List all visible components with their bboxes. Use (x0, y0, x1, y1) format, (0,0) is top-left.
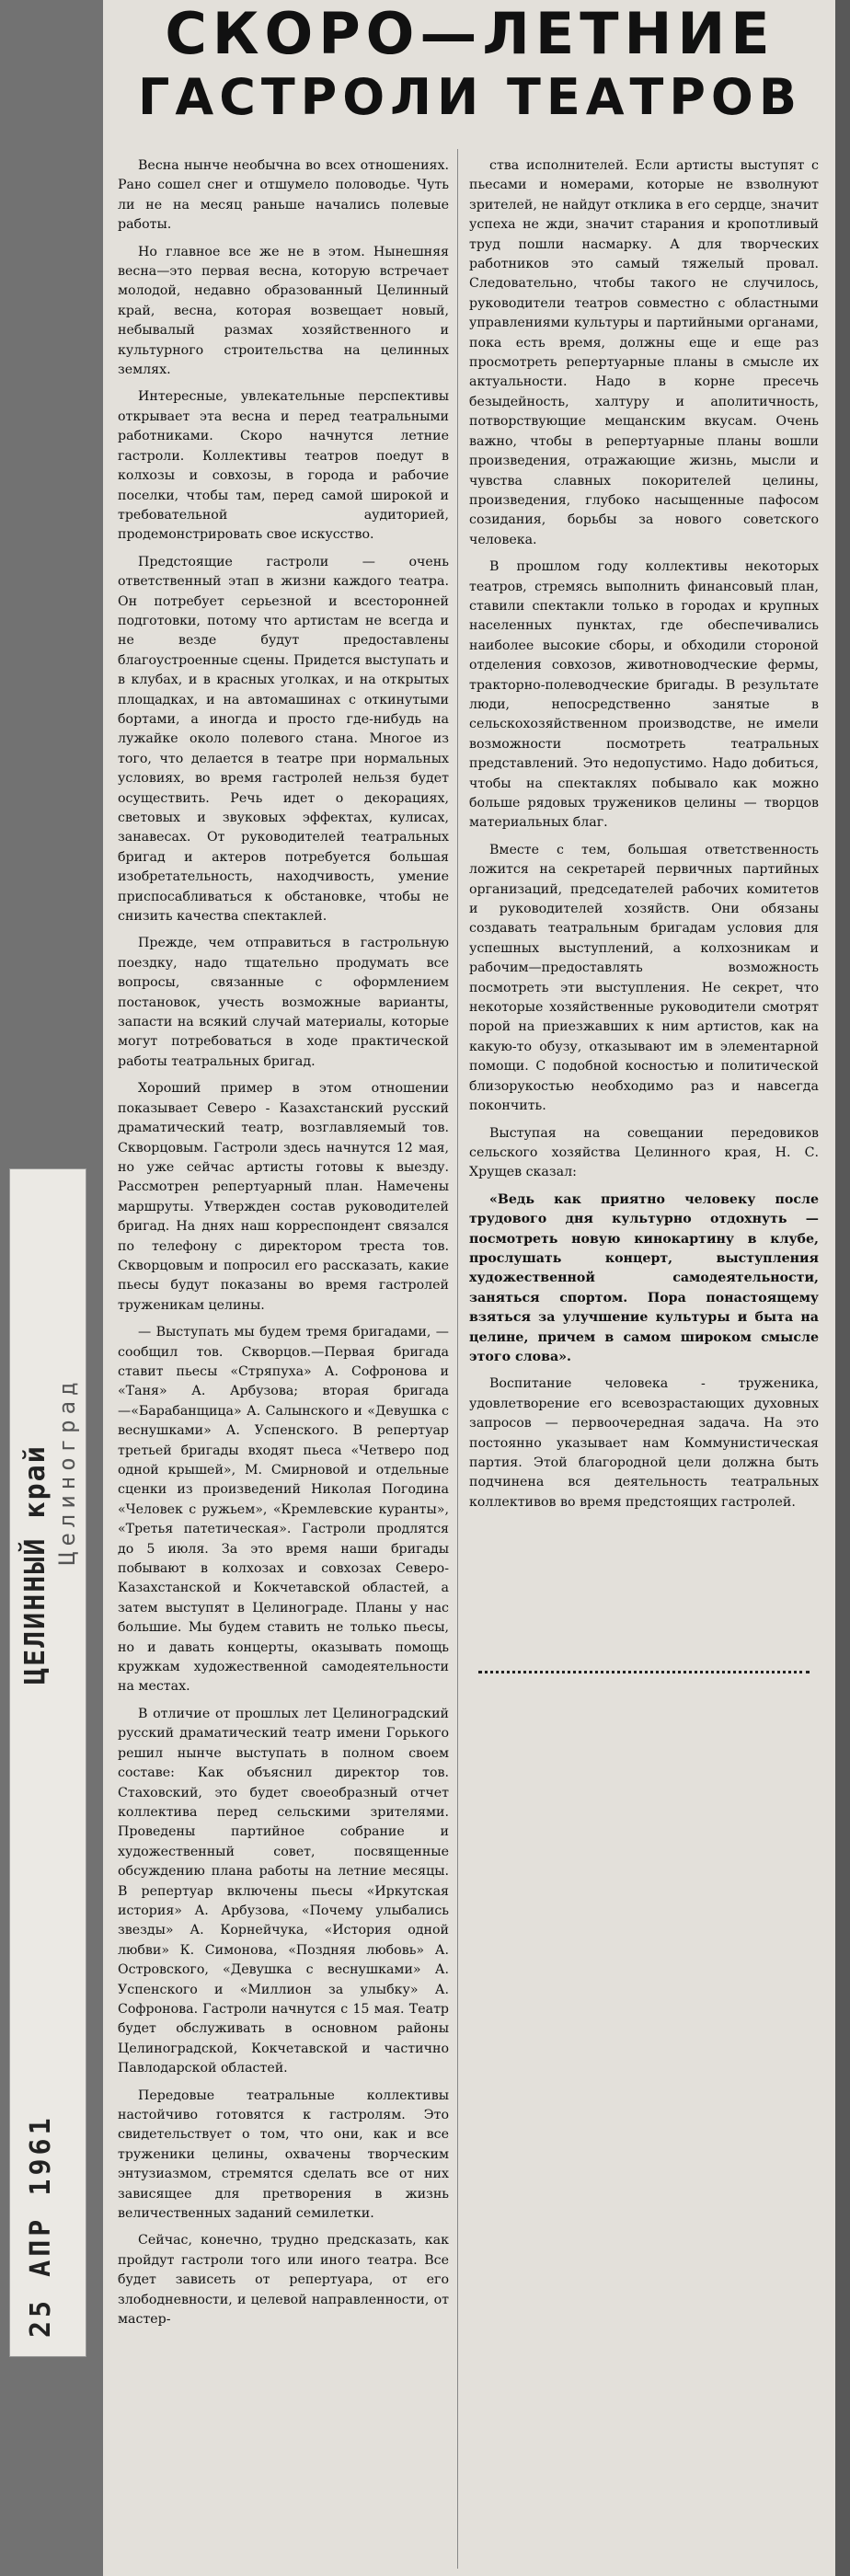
article-column-1 (118, 156, 449, 2567)
headline-line-2: ГАСТРОЛИ ТЕАТРОВ (138, 68, 802, 126)
paragraph: ства исполнителей. Если артисты выступят с пьесами и номерами, которые не взволнуют зрителей, не найдут отклика в его сердце, значит успеха не жди, значит старания и кропотливый труд пошли насмарку. А для творческих работников это самый тяжелый провал. Следовательно, чтобы такого не случилось, руководители театров совместно с областными управлениями культуры и партийными органами, пока есть время, должны еще и еще раз просмотреть репертуарные планы в смысле их актуальности. Надо в корне пресечь безыдейность, халтуру и аполитичность, потворствующие мещанским вкусам. Очень важно, чтобы в репертуарные планы вошли произведения, отражающие жизнь, мысли и чувства славных покорителей целины, произведения, глубоко насыщенные пафосом созидания, борьбы за нового советского человека. (469, 158, 819, 547)
archive-stamp (9, 1168, 86, 2357)
paragraph: — Выступать мы будем тремя бригадами, — сообщил тов. Скворцов.—Первая бригада ставит пьесы «Стряпуха» А. Софронова и «Таня» А. Арбузова; вторая бригада—«Барабанщица» А. Салынского и «Девушка с веснушками» А. Успенского. В репертуар третьей бригады входят пьеса «Четверо под одной крышей», М. Смирновой и отдельные сценки из произведений Николая Погодина «Человек с ружьем», «Кремлевские куранты», «Третья патетическая». Гастроли продлятся до 5 июля. За это время наши бригады побывают в колхозах и совхозах Северо-Казахстанской и Кокчетавской областей, а затем выступят в Целинограде. Планы у нас большие. Мы будем ставить не только пьесы, но и давать концерты, оказывать помощь кружкам художественной самодеятельности на местах. (118, 1325, 449, 1695)
scan-background-right (835, 0, 850, 2576)
paragraph: Воспитание человека - труженика, удовлетворение его всевозрастающих духовных запросов — первоочередная задача. На это постоянно указывает нам Коммунистическая партия. Этой благородной цели должна быть подчинена вся деятельность театральных коллективов во время предстоящих гастролей. (469, 1376, 819, 1510)
paragraph: Прежде, чем отправиться в гастрольную поездку, надо тщательно продумать все вопросы, связанные с оформлением постановок, учесть возможные варианты, запасти на всякий случай материалы, которые могут потребоваться в ходе практической работы театральных бригад. (118, 936, 449, 1069)
paragraph: Передовые театральные коллективы настойчиво готовятся к гастролям. Это свидетельствует о том, что они, как и все труженики целины, охвачены творческим энтузиазмом, стремятся сделать все от них зависящее для претворения в жизнь величественных заданий семилетки. (118, 2087, 449, 2222)
column-divider (457, 149, 458, 2569)
paragraph: Выступая на совещании передовиков сельского хозяйства Целинного края, Н. С. Хрущев сказал: (469, 1125, 819, 1180)
paragraph: Вместе с тем, большая ответственность ложится на секретарей первичных партийных организаций, председателей рабочих комитетов и руководителей хозяйств. Они обязаны создавать театральным бригадам условия для успешных выступлений, а колхозникам и рабочим—предоставлять возможность посмотреть эти выступления. Не секрет, что некоторые хозяйственные руководители смотрят порой на приезжавших к ним артистов, как на какую-то обузу, отказывают им в элементарной помощи. С подобной косностью и политической близорукостью необходимо раз и навсегда покончить. (469, 842, 819, 1114)
stamp-paper-name: ЦЕЛИННЫЙ край (19, 1444, 52, 1685)
paragraph: Предстоящие гастроли — очень ответственный этап в жизни каждого театра. Он потребует серьезной и всесторонней подготовки, потому что артистам не всегда и не везде будут предоставлены благоустроенные сцены. Придется выступать и в клубах, и в красных уголках, и на открытых площадках, и на автомашинах с откинутыми бортами, а иногда и просто где-нибудь на лужайке около полевого стана. Многое из того, что делается в театре при нормальных условиях, во время гастролей нельзя будет осуществить. Речь идет о декорациях, световых и звуковых эффектах, кулисах, занавесах. От руководителей театральных бригад и актеров потребуется большая изобретательность, находчивость, умение приспосабливаться к обстановке, чтобы не снизить качества спектаклей. (118, 554, 449, 925)
paragraph: В отличие от прошлых лет Целиноградский русский драматический театр имени Горького решил нынче выступать в полном своем составе: Как объяснил директор тов. Стаховский, это будет своеобразный отчет коллектива перед сельскими зрителями. Проведены партийное собрание и художественный совет, посвященные обсуждению плана работы на летние месяцы. В репертуар включены пьесы «Иркутская история» А. Арбузова, «Почему улыбались звезды» А. Корнейчука, «История одной любви» К. Симонова, «Поздняя любовь» А. Островского, «Девушка с веснушками» А. Успенского и «Миллион за улыбку» А. Софронова. Гастроли начнутся с 15 мая. Театр будет обслуживать в основном районы Целиноградской, Кокчетавской и частично Павлодарской областей. (118, 1706, 449, 2076)
paragraph: Весна нынче необычна во всех отношениях. Рано сошел снег и отшумело половодье. Чуть ли не на месяц раньше начались полевые работы. (118, 158, 449, 233)
stamp-date: 25 АПР 1961 (25, 2114, 57, 2338)
headline (103, 0, 835, 136)
headline-line-1: СКОРО—ЛЕТНИЕ (165, 0, 775, 67)
paragraph: Сейчас, конечно, трудно предсказать, как пройдут гастроли того или иного театра. Все будет зависеть от репертуара, от его злободневности, и целевой направленности, от мастер- (118, 2233, 449, 2328)
article-column-2 (469, 156, 819, 1665)
paragraph: В прошлом году коллективы некоторых театров, стремясь выполнить финансовый план, ставили спектакли только в городах и крупных населенных пунктах, где обеспечивались наиболее высокие сборы, и обходили стороной отделения совхозов, животноводческие фермы, тракторно-полеводческие бригады. В результате люди, непосредственно занятые в сельскохозяйственном производстве, не имели возможности посмотреть театральных представлений. Это недопустимо. Надо добиться, чтобы на спектаклях побывало как можно больше рядовых тружеников целины — творцов материальных благ. (469, 559, 819, 831)
paragraph: Но главное все же не в этом. Нынешняя весна—это первая весна, которую встречает молодой, недавно образованный Целинный край, весна, которая возвещает новый, небывалый размах хозяйственного и культурного строительства на целинных землях. (118, 244, 449, 378)
stamp-city: Целиноград (54, 1376, 80, 1565)
quote-paragraph: «Ведь как приятно человеку после трудового дня культурно отдохнуть — посмотреть новую кинокартину в клубе, прослушать концерт, выступления художественной самодеятельности, заняться спортом. Пора понастоящему взяться за улучшение культуры и быта на целине, причем в самом широком смысле этого слова». (469, 1191, 819, 1364)
article-end-rule (478, 1671, 810, 1683)
paragraph: Хороший пример в этом отношении показывает Северо - Казахстанский русский драматический театр, возглавляемый тов. Скворцовым. Гастроли здесь начнутся 12 мая, но уже сейчас артисты готовы к выезду. Рассмотрен репертуарный план. Намечены маршруты. Утвержден состав руководителей бригад. На днях наш корреспондент связался по телефону с директором треста тов. Скворцовым и попросил его рассказать, какие пьесы будут показаны во время гастролей труженикам целины. (118, 1081, 449, 1313)
paragraph: Интересные, увлекательные перспективы открывает эта весна и перед театральными работниками. Скоро начнутся летние гастроли. Коллективы театров поедут в колхозы и совхозы, в города и рабочие поселки, чтобы там, перед самой широкой и требовательной аудиторией, продемонстрировать свое искусство. (118, 389, 449, 543)
